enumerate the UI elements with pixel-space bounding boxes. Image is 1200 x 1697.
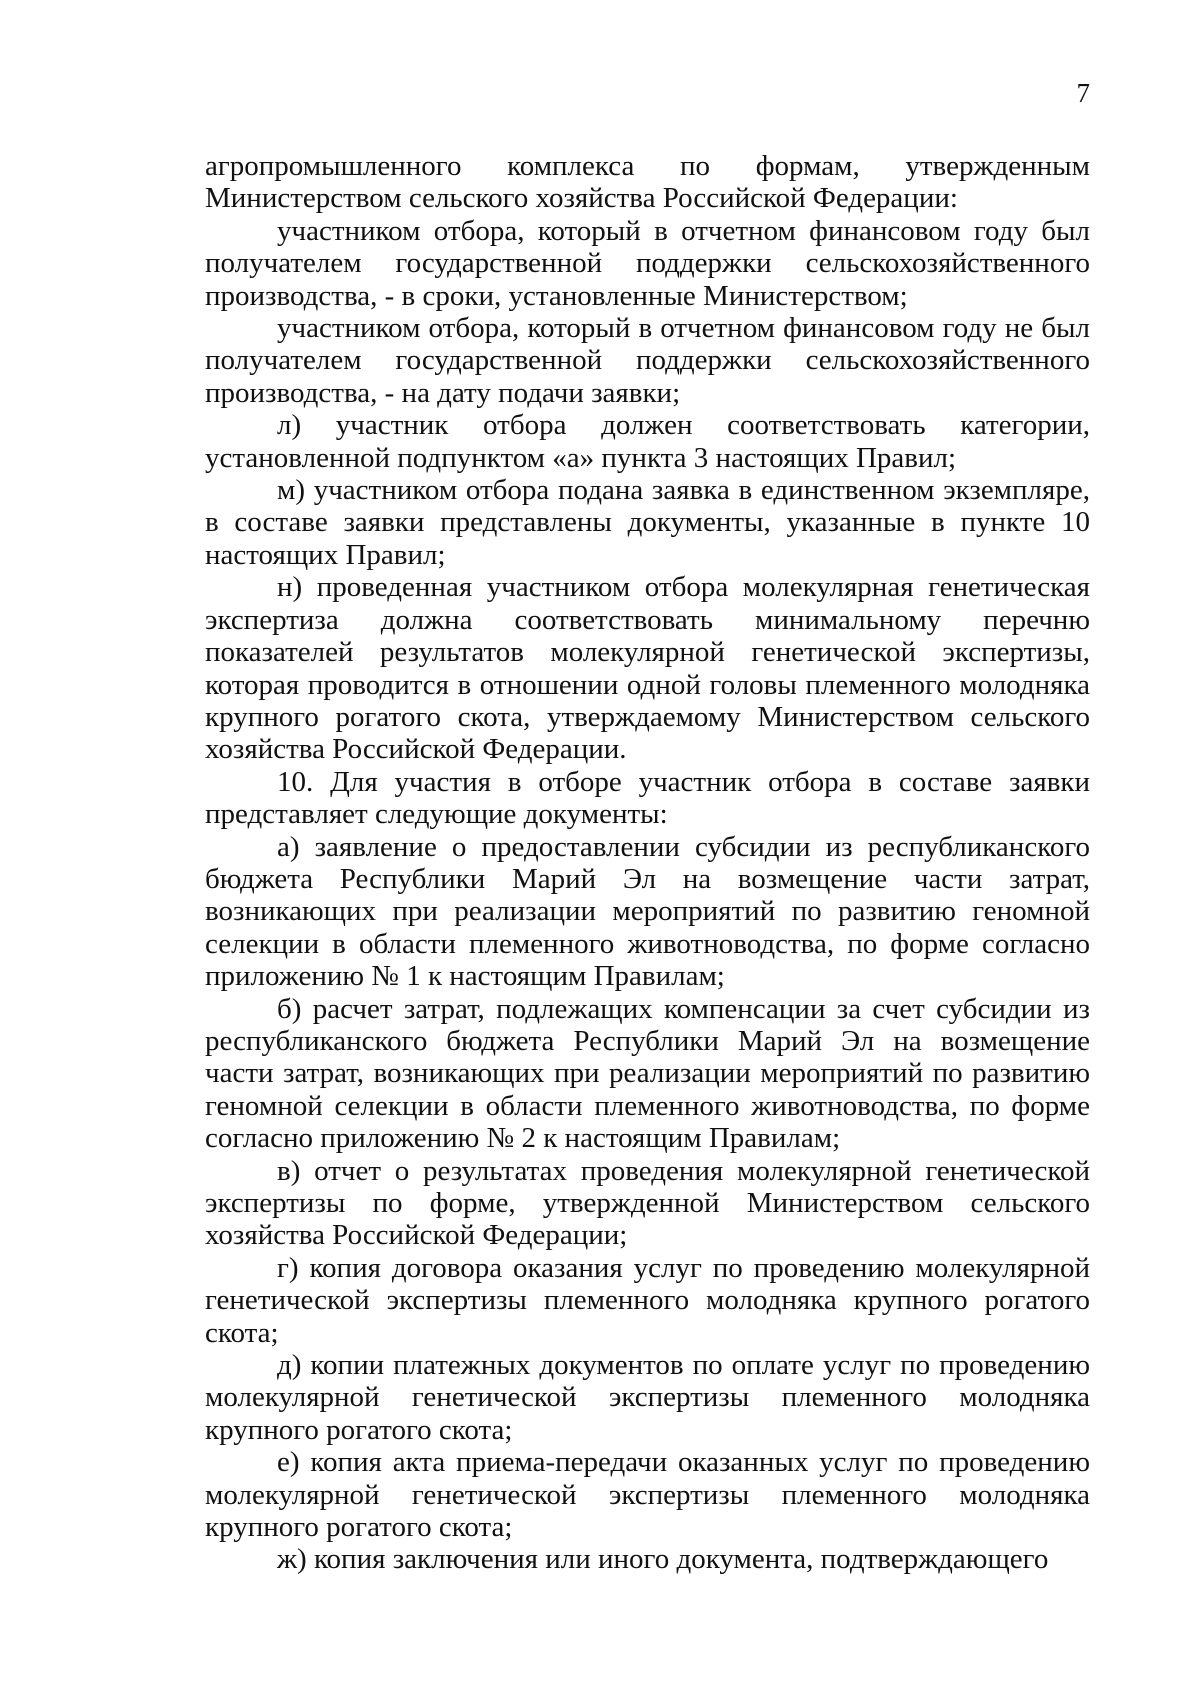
paragraph: 10. Для участия в отборе участник отбора в составе заявки представляет следующие документы: [205,765,1090,831]
paragraph: б) расчет затрат, подлежащих компенсации за счет субсидии из республиканского бюджета Республики Марий Эл на возмещение части затрат, возникающих при реализации мероприятий по развитию геномной селекции в области племенного животноводства, по форме согласно приложению № 2 к настоящим Правилам; [205,992,1090,1155]
paragraph: л) участник отбора должен соответствовать категории, установленной подпунктом «а» пункта 3 настоящих Правил; [205,409,1090,474]
paragraph: г) копия договора оказания услуг по проведению молекулярной генетической экспертизы племенного молодняка крупного рогатого скота; [205,1251,1090,1349]
paragraph: участником отбора, который в отчетном финансовом году не был получателем государственной поддержки сельскохозяйственного производства, - на дату подачи заявки; [205,312,1090,409]
paragraph: е) копия акта приема-передачи оказанных услуг по проведению молекулярной генетической экспертизы племенного молодняка крупного рогатого скота; [205,1446,1090,1544]
paragraph: м) участником отбора подана заявка в единственном экземпляре, в составе заявки представлены документы, указанные в пункте 10 настоящих Правил; [205,474,1090,571]
paragraph: а) заявление о предоставлении субсидии из республиканского бюджета Республики Марий Эл на возмещение части затрат, возникающих при реализации мероприятий по развитию геномной селекции в области племенного животноводства, по форме согласно приложению № 1 к настоящим Правилам; [205,830,1090,993]
paragraph: в) отчет о результатах проведения молекулярной генетической экспертизы по форме, утвержденной Министерством сельского хозяйства Российской Федерации; [205,1154,1090,1252]
paragraph: д) копии платежных документов по оплате услуг по проведению молекулярной генетической экспертизы племенного молодняка крупного рогатого скота; [205,1349,1090,1446]
paragraph-continuation: агропромышленного комплекса по формам, утвержденным Министерством сельского хозяйства Российской Федерации: [205,150,1090,215]
page-number: 7 [1076,78,1090,108]
paragraph: участником отбора, который в отчетном финансовом году был получателем государственной поддержки сельскохозяйственного производства, - в сроки, установленные Министерством; [205,214,1090,312]
paragraph: н) проведенная участником отбора молекулярная генетическая экспертиза должна соответствовать минимальному перечню показателей результатов молекулярной генетической экспертизы, которая проводится в отношении одной головы племенного молодняка крупного рогатого скота, утверждаемому Министерством сельского хозяйства Российской Федерации. [205,571,1090,766]
document-body [205,150,1090,1576]
paragraph-continued: ж) копия заключения или иного документа, подтверждающего [277,1543,1049,1576]
